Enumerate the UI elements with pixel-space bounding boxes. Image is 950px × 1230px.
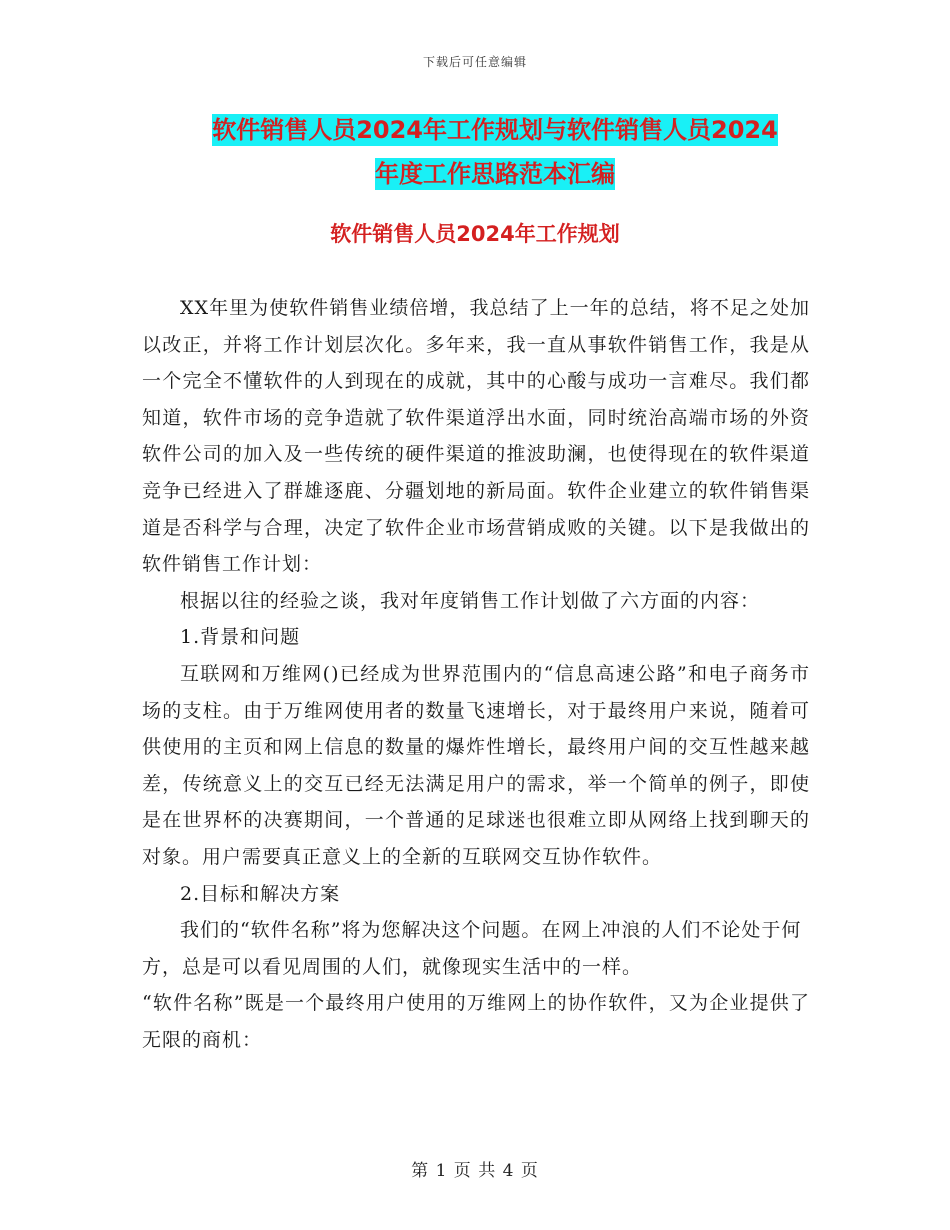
- heading-goals: 2.目标和解决方案: [180, 882, 341, 905]
- paragraph-software: “软件名称”既是一个最终用户使用的万维网上的协作软件，又为企业提供了无限的商机：: [142, 992, 810, 1051]
- paragraph-background: 互联网和万维网()已经成为世界范围内的“信息高速公路”和电子商务市场的支柱。由于万维网使用者的数量飞速增长，对于最终用户来说，随着可供使用的主页和网上信息的数量的爆炸性增长，最终用户间的交互性越来越差，传统意义上的交互已经无法满足用户的需求，举一个简单的例子，即使是在世界杯的决赛期间，一个普通的足球迷也很难立即从网络上找到聊天的对象。用户需要真正意义上的全新的互联网交互协作软件。: [142, 662, 810, 868]
- paragraph-goals: 我们的“软件名称”将为您解决这个问题。在网上冲浪的人们不论处于何方，总是可以看见周围的人们，就像现实生活中的一样。: [142, 919, 802, 978]
- section-title: 软件销售人员2024年工作规划: [330, 222, 620, 246]
- document-title: [140, 108, 850, 196]
- document-body: [142, 290, 810, 1058]
- paragraph-six-aspects: 根据以往的经验之谈，我对年度销售工作计划做了六方面的内容：: [180, 589, 761, 612]
- document-title-line-2: 年度工作思路范本汇编: [375, 160, 615, 188]
- heading-background: 1.背景和问题: [180, 626, 301, 649]
- paragraph-intro: XX年里为使软件销售业绩倍增，我总结了上一年的总结，将不足之处加以改正，并将工作计划层次化。多年来，我一直从事软件销售工作，我是从一个完全不懂软件的人到现在的成就，其中的心酸与成功一言难尽。我们都知道，软件市场的竞争造就了软件渠道浮出水面，同时统治高端市场的外资软件公司的加入及一些传统的硬件渠道的推波助澜，也使得现在的软件渠道竞争已经进入了群雄逐鹿、分疆划地的新局面。软件企业建立的软件销售渠道是否科学与合理，决定了软件企业市场营销成败的关键。以下是我做出的软件销售工作计划：: [142, 297, 810, 576]
- page-number: 第 1 页 共 4 页: [411, 1161, 539, 1181]
- header-note: 下载后可任意编辑: [422, 55, 527, 69]
- document-title-line-1: 软件销售人员2024年工作规划与软件销售人员2024: [212, 116, 778, 144]
